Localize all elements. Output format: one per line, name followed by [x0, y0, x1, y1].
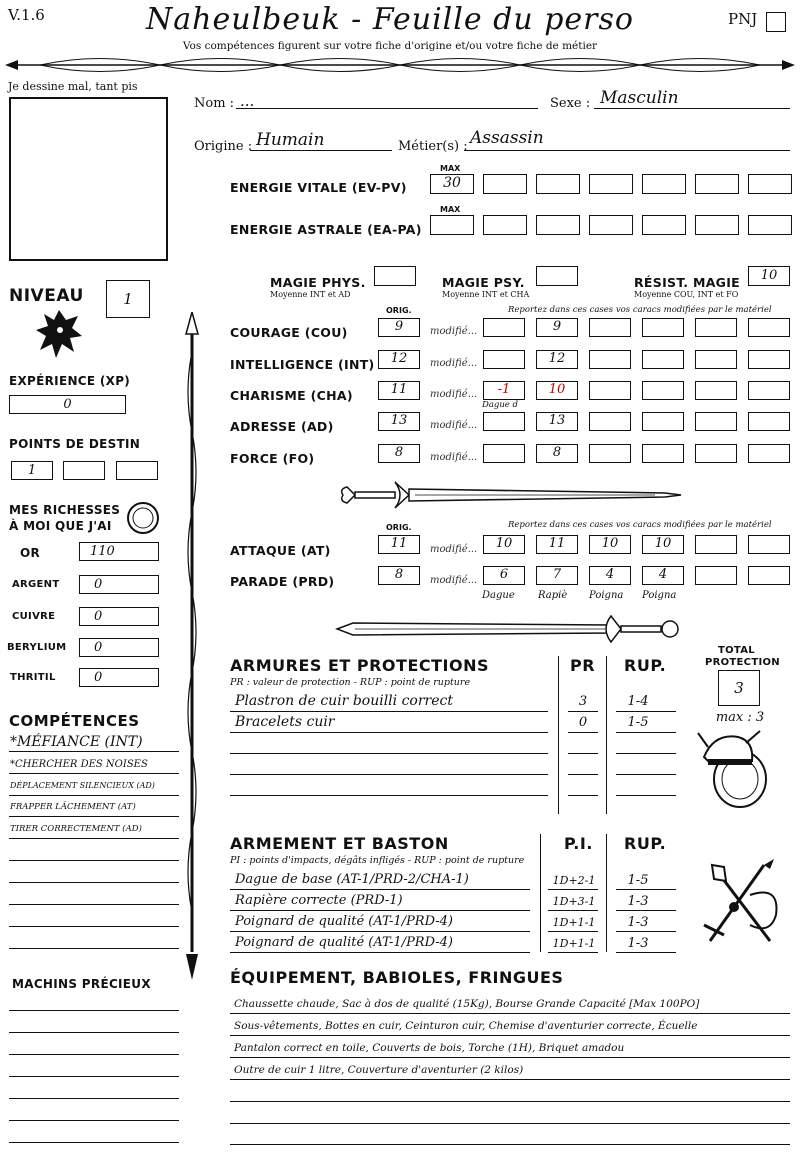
ea-max-label: MAX — [440, 205, 461, 214]
carac-modifie-label: modifié... — [430, 358, 478, 369]
combat-col-note: Dague — [482, 590, 515, 601]
carac-label-ad: ADRESSE (AD) — [230, 419, 334, 434]
carac-mod-box[interactable] — [589, 381, 631, 400]
armure-line — [230, 774, 548, 775]
competence-line — [9, 926, 179, 927]
pnj-checkbox[interactable] — [766, 12, 786, 32]
money-value-thritil: 0 — [94, 670, 103, 685]
arme-name: Rapière correcte (PRD-1) — [235, 893, 403, 908]
total-protection-label-line2: PROTECTION — [705, 657, 780, 668]
money-label-argent: ARGENT — [12, 579, 60, 590]
carac-mod-box[interactable] — [642, 350, 684, 369]
armures-title: ARMURES ET PROTECTIONS — [230, 656, 489, 675]
portrait-caption: Je dessine mal, tant pis — [8, 80, 138, 93]
combat-mod-value: 11 — [548, 536, 566, 551]
armures-subtitle: PR : valeur de protection - RUP : point de rupture — [230, 677, 471, 688]
coin-icon — [125, 500, 161, 536]
armure-line — [616, 774, 676, 775]
combat-mod-box[interactable] — [536, 535, 578, 554]
combat-mod-box[interactable] — [642, 535, 684, 554]
combat-orig-value-at: 11 — [390, 536, 408, 551]
carac-modifie-label: modifié... — [430, 452, 478, 463]
arme-pi: 1D+1-1 — [552, 937, 596, 950]
equipement-line: Pantalon correct en toile, Couverts de bois, Torche (1H), Briquet amadou — [234, 1042, 625, 1054]
carac-mod-box[interactable] — [748, 412, 790, 431]
equipement-line: Outre de cuir 1 litre, Couverture d'aventurier (2 kilos) — [234, 1064, 524, 1076]
carac-orig-box-cha[interactable] — [378, 381, 420, 400]
armure-line — [230, 753, 548, 754]
armement-subtitle: PI : points d'impacts, dégâts infligés - RUP : point de rupture — [230, 855, 525, 866]
nom-value[interactable]: ... — [240, 92, 255, 110]
carac-mod-box[interactable] — [483, 444, 525, 463]
destin-box-1[interactable] — [63, 461, 105, 480]
carac-modifie-label: modifié... — [430, 326, 478, 337]
cha-modifier-note: Dague d — [482, 400, 518, 410]
carac-label-int: INTELLIGENCE (INT) — [230, 357, 375, 372]
armure-line — [230, 711, 548, 712]
competence-item: FRAPPER LÂCHEMENT (AT) — [10, 802, 136, 812]
competences-label: COMPÉTENCES — [9, 712, 140, 730]
armure-pr: 3 — [578, 694, 588, 709]
combat-mod-value: 6 — [499, 567, 509, 582]
armure-line — [616, 732, 676, 733]
competence-line — [9, 795, 179, 796]
combat-mod-value: 10 — [495, 536, 513, 551]
competence-item: DÉPLACEMENT SILENCIEUX (AD) — [10, 781, 155, 790]
arme-line — [548, 952, 598, 953]
carac-mod-box[interactable] — [748, 318, 790, 337]
carac-mod-box[interactable] — [695, 444, 737, 463]
armement-col-divider — [540, 834, 541, 952]
combat-col-note: Poigna — [642, 590, 677, 601]
equipement-rule — [230, 1123, 790, 1124]
carac-mod-box[interactable] — [536, 444, 578, 463]
carac-orig-box-int[interactable] — [378, 350, 420, 369]
armure-line — [230, 795, 548, 796]
armement-col-pi: P.I. — [564, 834, 593, 853]
ev-box-0[interactable] — [430, 174, 474, 194]
carac-mod-box[interactable] — [483, 412, 525, 431]
money-box-thritil[interactable] — [79, 668, 159, 687]
combat-mod-box[interactable] — [483, 535, 525, 554]
carac-mod-box[interactable] — [483, 381, 525, 400]
money-value-berylium: 0 — [94, 640, 103, 655]
arme-line — [548, 889, 598, 890]
metier-label: Métier(s) : — [398, 139, 468, 154]
carac-orig-value-ad: 13 — [390, 413, 408, 428]
carac-modifie-label: modifié... — [430, 420, 478, 431]
money-label-or: OR — [20, 546, 41, 560]
sexe-value[interactable]: Masculin — [600, 88, 679, 108]
sexe-label: Sexe : — [550, 96, 591, 111]
ea-box-1[interactable] — [483, 215, 527, 235]
ev-max-label: MAX — [440, 164, 461, 173]
carac-orig-box-fo[interactable] — [378, 444, 420, 463]
combat-orig-value-prd: 8 — [394, 567, 404, 582]
combat-mod-value: 4 — [658, 567, 668, 582]
equipement-line: Sous-vêtements, Bottes en cuir, Ceinturon cuir, Chemise d'aventurier correcte, Écuelle — [234, 1020, 698, 1032]
pnj-label: PNJ — [728, 10, 758, 28]
equipement-rule — [230, 1013, 790, 1014]
destin-box-2[interactable] — [116, 461, 158, 480]
combat-mod-box[interactable] — [483, 566, 525, 585]
money-label-berylium: BERYLIUM — [7, 642, 67, 653]
carac-orig-box-cou[interactable] — [378, 318, 420, 337]
arme-line — [616, 910, 676, 911]
equipement-title: ÉQUIPEMENT, BABIOLES, FRINGUES — [230, 968, 564, 987]
origine-value[interactable]: Humain — [256, 130, 325, 150]
arme-pi: 1D+1-1 — [552, 916, 596, 929]
carac-mod-box[interactable] — [536, 350, 578, 369]
xp-box[interactable] — [9, 395, 126, 414]
carac-mod-value: -1 — [497, 382, 511, 397]
resist-magie-note: Moyenne COU, INT et FO — [634, 290, 739, 299]
money-box-berylium[interactable] — [79, 638, 159, 657]
machins-line — [9, 1120, 179, 1121]
machins-line — [9, 1032, 179, 1033]
machins-line — [9, 1142, 179, 1143]
richesses-label-line2: À MOI QUE J'AI — [9, 519, 112, 533]
ev-box-4[interactable] — [642, 174, 686, 194]
nom-label: Nom : — [194, 96, 235, 111]
competence-line — [9, 948, 179, 949]
ev-box-6[interactable] — [748, 174, 792, 194]
combat-label-at: ATTAQUE (AT) — [230, 543, 331, 558]
arme-line — [616, 952, 676, 953]
xp-label: EXPÉRIENCE (XP) — [9, 374, 131, 388]
sword-icon — [335, 478, 685, 512]
armement-col-rup: RUP. — [624, 834, 667, 853]
arme-line — [230, 952, 530, 953]
arme-rup: 1-3 — [627, 936, 649, 951]
magie-phys-note: Moyenne INT et AD — [270, 290, 351, 299]
ea-box-6[interactable] — [748, 215, 792, 235]
combat-orig-box-prd[interactable] — [378, 566, 420, 585]
money-value-argent: 0 — [94, 577, 103, 592]
carac-mod-box[interactable] — [483, 350, 525, 369]
ea-box-0[interactable] — [430, 215, 474, 235]
weapons-icon — [690, 855, 790, 945]
ea-box-5[interactable] — [695, 215, 739, 235]
armure-line — [230, 732, 548, 733]
carac-mod-box[interactable] — [589, 350, 631, 369]
competence-line — [9, 838, 179, 839]
carac-label-fo: FORCE (FO) — [230, 451, 315, 466]
carac-mod-box[interactable] — [695, 381, 737, 400]
sheet-title: Naheulbeuk - Feuille du perso — [146, 2, 634, 37]
armures-col-divider — [558, 656, 559, 814]
resist-magie-label: RÉSIST. MAGIE — [634, 275, 741, 290]
combat-mod-box[interactable] — [695, 535, 737, 554]
armure-line — [568, 753, 598, 754]
arme-pi: 1D+3-1 — [552, 895, 596, 908]
carac-mod-box[interactable] — [748, 381, 790, 400]
total-protection-box[interactable] — [718, 670, 760, 706]
combat-mod-value: 7 — [552, 567, 562, 582]
equipement-rule — [230, 1144, 790, 1145]
richesses-label-line1: MES RICHESSES — [9, 503, 121, 517]
arme-name: Poignard de qualité (AT-1/PRD-4) — [235, 914, 453, 929]
machins-line — [9, 1076, 179, 1077]
arme-line — [230, 889, 530, 890]
equipement-line: Chaussette chaude, Sac à dos de qualité (15Kg), Bourse Grande Capacité [Max 100PO] — [234, 998, 700, 1010]
metier-line — [464, 150, 790, 151]
carac-mod-box[interactable] — [642, 444, 684, 463]
magie-psy-box[interactable] — [536, 266, 578, 286]
arme-line — [230, 931, 530, 932]
arme-line — [230, 910, 530, 911]
destin-value-0: 1 — [27, 463, 37, 478]
competence-item: *MÉFIANCE (INT) — [10, 734, 143, 750]
ev-box-1[interactable] — [483, 174, 527, 194]
carac-mod-box[interactable] — [589, 444, 631, 463]
armure-line — [568, 774, 598, 775]
armure-line — [616, 711, 676, 712]
armure-line — [568, 711, 598, 712]
arme-rup: 1-3 — [627, 915, 649, 930]
resist-magie-box[interactable] — [748, 266, 790, 286]
competence-line — [9, 751, 179, 752]
carac-orig-value-int: 12 — [390, 351, 408, 366]
carac-mod-value: 13 — [548, 413, 566, 428]
competence-line — [9, 882, 179, 883]
carac-orig-box-ad[interactable] — [378, 412, 420, 431]
magie-phys-label: MAGIE PHYS. — [270, 275, 366, 290]
ev-value: 30 — [443, 175, 461, 191]
metier-value[interactable]: Assassin — [470, 128, 544, 148]
combat-modifie-label: modifié... — [430, 544, 478, 555]
combat-mod-value: 4 — [605, 567, 615, 582]
origine-label: Origine : — [194, 139, 253, 154]
ea-box-2[interactable] — [536, 215, 580, 235]
armure-name: Bracelets cuir — [235, 714, 335, 730]
competence-item: *CHERCHER DES NOISES — [10, 759, 148, 770]
carac-mod-box[interactable] — [748, 444, 790, 463]
destin-box-0[interactable] — [11, 461, 53, 480]
caracs-orig-label: ORIG. — [386, 306, 412, 315]
sheet-subtitle: Vos compétences figurent sur votre fiche d'origine et/ou votre fiche de métier — [182, 40, 598, 52]
total-protection-value: 3 — [734, 679, 744, 697]
helmet-shield-icon — [694, 727, 774, 811]
arme-line — [616, 931, 676, 932]
header-flourish-icon — [0, 52, 800, 80]
carac-mod-box[interactable] — [642, 318, 684, 337]
equipement-rule — [230, 1057, 790, 1058]
equipement-rule — [230, 1101, 790, 1102]
arme-rup: 1-5 — [627, 873, 649, 888]
version-label: V.1.6 — [8, 6, 45, 24]
carac-mod-value: 10 — [548, 382, 566, 397]
carac-mod-box[interactable] — [536, 318, 578, 337]
ev-label: ENERGIE VITALE (EV-PV) — [230, 180, 407, 195]
destin-label: POINTS DE DESTIN — [9, 437, 141, 451]
carac-mod-box[interactable] — [695, 350, 737, 369]
machins-line — [9, 1098, 179, 1099]
ea-label: ENERGIE ASTRALE (EA-PA) — [230, 222, 422, 237]
arme-line — [616, 889, 676, 890]
competence-item: TIRER CORRECTEMENT (AD) — [10, 824, 142, 834]
magie-psy-note: Moyenne INT et CHA — [442, 290, 530, 299]
carac-mod-box[interactable] — [695, 318, 737, 337]
carac-mod-box[interactable] — [695, 412, 737, 431]
armure-line — [568, 732, 598, 733]
competence-line — [9, 904, 179, 905]
spear-icon — [180, 312, 204, 980]
combat-note: Reportez dans ces cases vos caracs modifiées par le matériel — [508, 520, 772, 530]
carac-mod-value: 9 — [552, 319, 562, 334]
magie-phys-box[interactable] — [374, 266, 416, 286]
carac-mod-box[interactable] — [589, 318, 631, 337]
combat-orig-box-at[interactable] — [378, 535, 420, 554]
carac-orig-value-fo: 8 — [394, 445, 404, 460]
caracs-note: Reportez dans ces cases vos caracs modifiées par le matériel — [508, 305, 772, 315]
dragon-icon — [34, 306, 84, 362]
money-label-cuivre: CUIVRE — [12, 611, 56, 622]
carac-mod-value: 8 — [552, 445, 562, 460]
ev-box-5[interactable] — [695, 174, 739, 194]
combat-col-note: Rapiè — [538, 590, 568, 601]
niveau-value: 1 — [123, 290, 133, 308]
total-protection-label-line1: TOTAL — [718, 645, 755, 656]
niveau-box[interactable] — [106, 280, 150, 318]
carac-mod-box[interactable] — [483, 318, 525, 337]
combat-mod-box[interactable] — [748, 535, 790, 554]
machins-line — [9, 1010, 179, 1011]
money-value-cuivre: 0 — [94, 609, 103, 624]
arme-rup: 1-3 — [627, 894, 649, 909]
combat-col-note: Poigna — [589, 590, 624, 601]
ea-box-3[interactable] — [589, 215, 633, 235]
carac-mod-box[interactable] — [642, 381, 684, 400]
money-box-cuivre[interactable] — [79, 607, 159, 626]
combat-label-prd: PARADE (PRD) — [230, 574, 335, 589]
sword-icon — [335, 612, 685, 646]
carac-orig-value-cha: 11 — [390, 382, 408, 397]
money-label-thritil: THRITIL — [10, 672, 56, 683]
resist-magie-value: 10 — [760, 268, 778, 283]
carac-label-cha: CHARISME (CHA) — [230, 388, 353, 403]
carac-orig-value-cou: 9 — [394, 319, 404, 334]
combat-mod-box[interactable] — [589, 566, 631, 585]
armement-title: ARMEMENT ET BASTON — [230, 834, 449, 853]
carac-mod-box[interactable] — [536, 381, 578, 400]
money-box-argent[interactable] — [79, 575, 159, 594]
arme-line — [548, 910, 598, 911]
combat-mod-value: 10 — [601, 536, 619, 551]
carac-mod-box[interactable] — [642, 412, 684, 431]
sexe-line — [594, 108, 790, 109]
nom-line — [236, 108, 538, 109]
competence-line — [9, 816, 179, 817]
carac-mod-box[interactable] — [748, 350, 790, 369]
ev-box-2[interactable] — [536, 174, 580, 194]
combat-mod-box[interactable] — [642, 566, 684, 585]
max-protection-note: max : 3 — [715, 710, 765, 725]
combat-orig-label: ORIG. — [386, 523, 412, 532]
arme-name: Dague de base (AT-1/PRD-2/CHA-1) — [235, 872, 469, 887]
combat-modifie-label: modifié... — [430, 575, 478, 586]
combat-mod-box[interactable] — [748, 566, 790, 585]
competence-line — [9, 773, 179, 774]
combat-mod-value: 10 — [654, 536, 672, 551]
carac-label-cou: COURAGE (COU) — [230, 325, 348, 340]
armures-col-pr: PR — [570, 656, 596, 675]
machins-line — [9, 1054, 179, 1055]
equipement-rule — [230, 1035, 790, 1036]
niveau-label: NIVEAU — [9, 286, 84, 306]
armement-col-divider — [606, 834, 607, 952]
ev-box-3[interactable] — [589, 174, 633, 194]
armure-rup: 1-4 — [627, 694, 649, 709]
portrait-box[interactable] — [9, 97, 168, 261]
arme-pi: 1D+2-1 — [552, 874, 596, 887]
armures-col-rup: RUP. — [624, 656, 667, 675]
competence-line — [9, 860, 179, 861]
machins-label: MACHINS PRÉCIEUX — [12, 977, 151, 991]
armures-col-divider — [606, 656, 607, 814]
arme-name: Poignard de qualité (AT-1/PRD-4) — [235, 935, 453, 950]
combat-mod-box[interactable] — [695, 566, 737, 585]
combat-mod-box[interactable] — [536, 566, 578, 585]
origine-line — [250, 150, 392, 151]
carac-mod-box[interactable] — [536, 412, 578, 431]
armure-line — [616, 753, 676, 754]
armure-pr: 0 — [578, 715, 588, 730]
equipement-rule — [230, 1079, 790, 1080]
magie-psy-label: MAGIE PSY. — [442, 275, 525, 290]
armure-line — [568, 795, 598, 796]
combat-mod-box[interactable] — [589, 535, 631, 554]
carac-mod-value: 12 — [548, 351, 566, 366]
arme-line — [548, 931, 598, 932]
armure-line — [616, 795, 676, 796]
money-value-or: 110 — [90, 544, 115, 559]
carac-mod-box[interactable] — [589, 412, 631, 431]
ea-box-4[interactable] — [642, 215, 686, 235]
xp-value: 0 — [63, 397, 72, 412]
armure-name: Plastron de cuir bouilli correct — [235, 693, 453, 709]
money-box-or[interactable] — [79, 542, 159, 561]
armure-rup: 1-5 — [627, 715, 649, 730]
carac-modifie-label: modifié... — [430, 389, 478, 400]
